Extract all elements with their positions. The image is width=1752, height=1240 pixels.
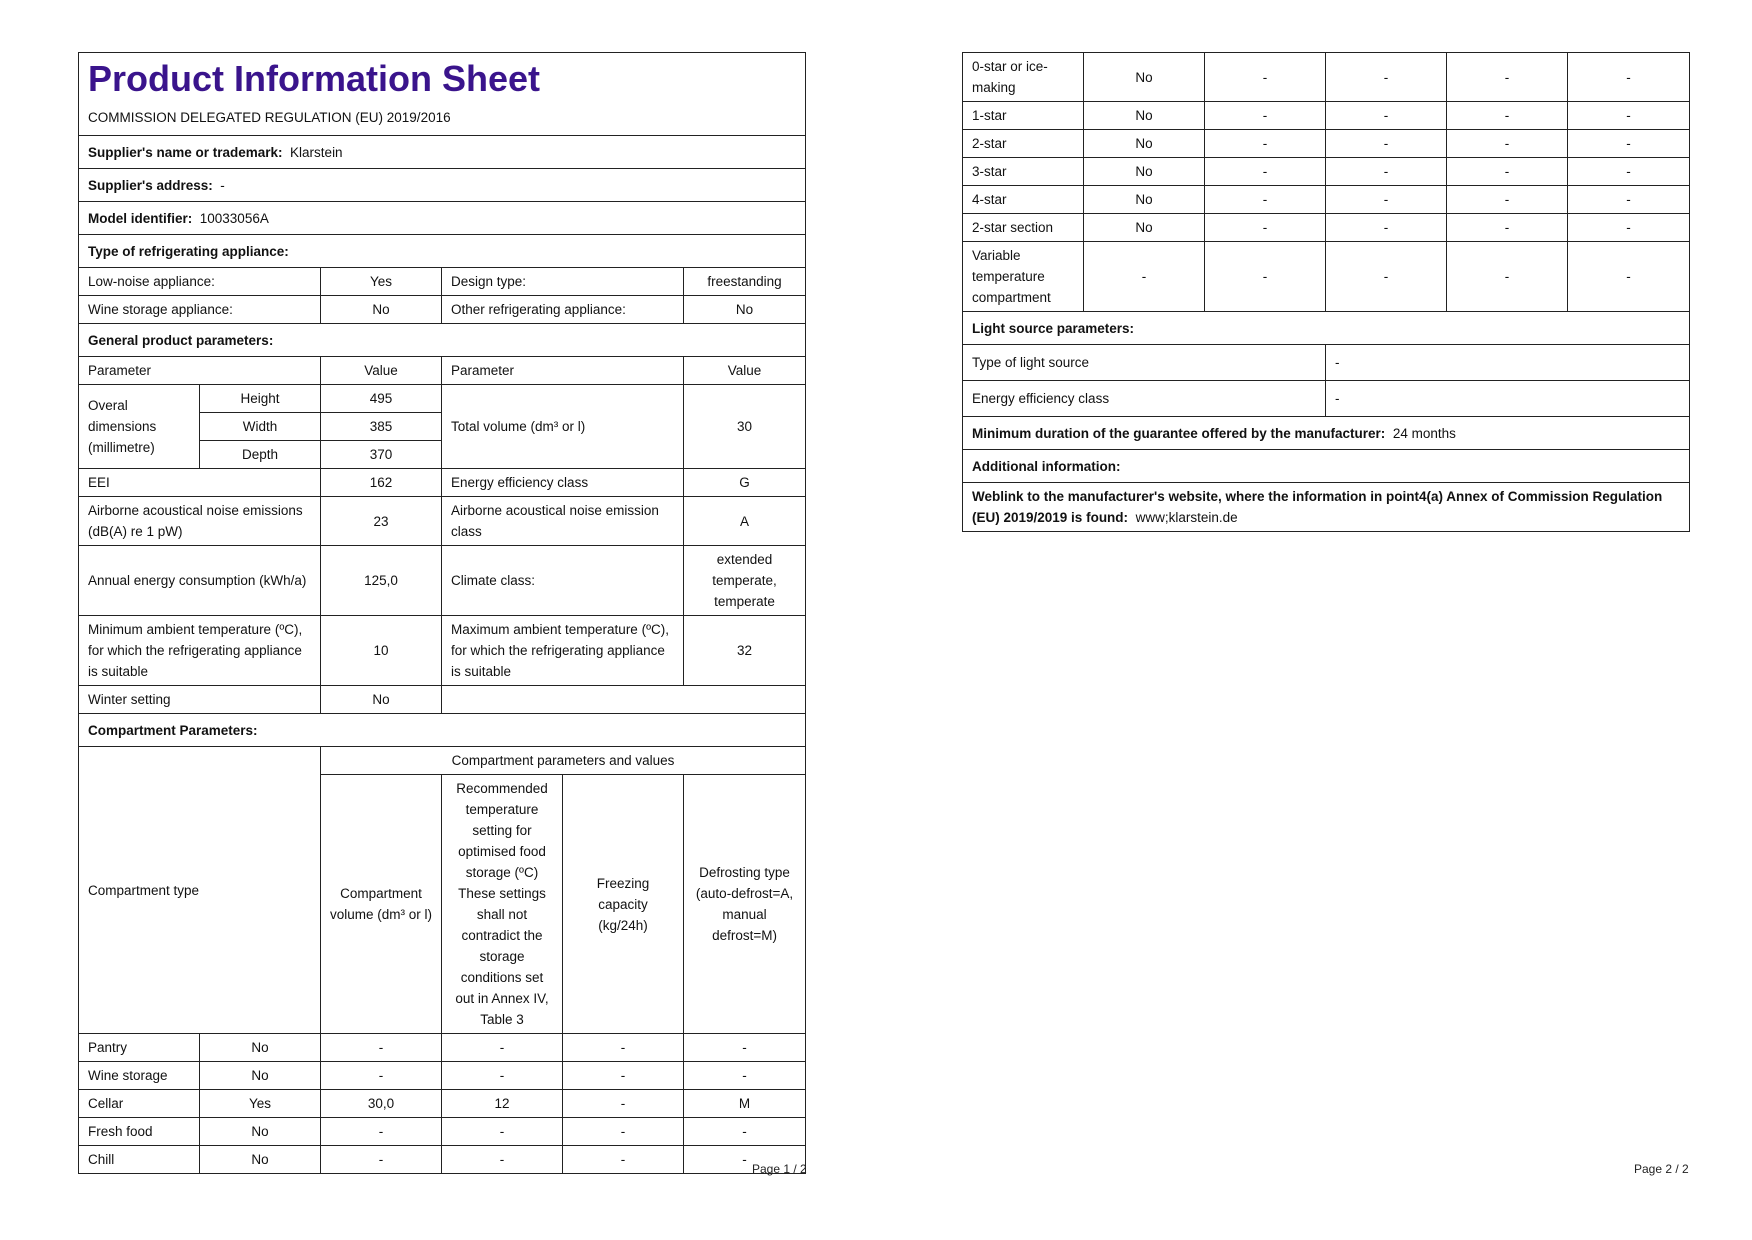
compartment-name: Cellar: [79, 1090, 200, 1118]
compartment-present: No: [200, 1146, 321, 1174]
table-row: [963, 53, 1690, 102]
weblink-value: www;klarstein.de: [1135, 510, 1238, 525]
total-volume-value: 30: [684, 385, 806, 469]
compartment-defrost: -: [1568, 242, 1690, 312]
compartment-present: -: [1084, 242, 1205, 312]
compartment-defrost: -: [1568, 158, 1690, 186]
compartment-freezing: -: [563, 1118, 684, 1146]
compartment-name: 4-star: [963, 186, 1084, 214]
compartment-temperature: -: [1326, 186, 1447, 214]
compartment-defrost: -: [684, 1146, 806, 1174]
supplier-name-label: Supplier's name or trademark:: [88, 144, 283, 160]
page-number: Page 1 / 2: [752, 1162, 807, 1176]
supplier-name-value: Klarstein: [290, 144, 343, 160]
parameter-header: Parameter: [442, 357, 684, 385]
compartment-volume: 30,0: [321, 1090, 442, 1118]
appliance-type-heading: Type of refrigerating appliance:: [79, 235, 806, 268]
model-identifier-value: 10033056A: [199, 210, 269, 226]
compartment-volume: -: [1205, 158, 1326, 186]
compartment-name: 0-star or ice-making: [963, 53, 1084, 102]
model-identifier-label: Model identifier:: [88, 210, 193, 226]
compartment-defrost: -: [684, 1062, 806, 1090]
compartment-present: No: [1084, 130, 1205, 158]
sheet-header-cell: [79, 53, 806, 136]
table-row: [79, 1118, 806, 1146]
design-type-value: freestanding: [684, 268, 806, 296]
compartment-name: 2-star: [963, 130, 1084, 158]
compartment-present: No: [200, 1062, 321, 1090]
regulation-reference: COMMISSION DELEGATED REGULATION (EU) 2019/2016: [88, 110, 451, 125]
total-volume-label: Total volume (dm³ or l): [442, 385, 684, 469]
compartment-temperature: -: [1326, 102, 1447, 130]
climate-class-label: Climate class:: [442, 546, 684, 616]
supplier-name-row: [79, 136, 806, 169]
compartment-freezing: -: [1447, 158, 1568, 186]
compartment-present: No: [200, 1034, 321, 1062]
eei-value: 162: [321, 469, 442, 497]
supplier-address-row: [79, 169, 806, 202]
width-value: 385: [321, 413, 442, 441]
compartment-freezing: -: [563, 1090, 684, 1118]
light-type-value: -: [1326, 345, 1690, 381]
wine-storage-value: No: [321, 296, 442, 324]
light-class-value: -: [1326, 381, 1690, 417]
compartment-freezing: -: [1447, 186, 1568, 214]
value-header: Value: [321, 357, 442, 385]
wine-storage-label: Wine storage appliance:: [79, 296, 321, 324]
table-row: [963, 242, 1690, 312]
general-parameters-heading: General product parameters:: [79, 324, 806, 357]
compartment-volume: -: [321, 1118, 442, 1146]
min-temperature-value: 10: [321, 616, 442, 686]
table-row: [963, 214, 1690, 242]
compartment-present: No: [1084, 102, 1205, 130]
light-class-label: Energy efficiency class: [963, 381, 1326, 417]
low-noise-value: Yes: [321, 268, 442, 296]
compartment-volume: -: [321, 1146, 442, 1174]
climate-class-value: extended temperate, temperate: [684, 546, 806, 616]
empty-cell: [442, 686, 806, 714]
compartment-defrost: -: [1568, 186, 1690, 214]
noise-emission-label: Airborne acoustical noise emissions (dB(A) re 1 pW): [79, 497, 321, 546]
compartment-defrost: -: [1568, 102, 1690, 130]
max-temperature-value: 32: [684, 616, 806, 686]
compartment-values-header: Compartment parameters and values: [321, 747, 806, 775]
low-noise-label: Low-noise appliance:: [79, 268, 321, 296]
compartment-freezing: -: [1447, 53, 1568, 102]
supplier-address-value: -: [220, 177, 225, 193]
compartment-present: No: [1084, 214, 1205, 242]
supplier-address-label: Supplier's address:: [88, 177, 213, 193]
page-title: Product Information Sheet: [88, 58, 541, 99]
table-row: [79, 1090, 806, 1118]
weblink-label: Weblink to the manufacturer's website, where the information in point4(a) Annex of Commission Regulation (EU) 2019/2019 is found:: [972, 489, 1663, 525]
compartment-present: No: [200, 1118, 321, 1146]
compartment-freezing: -: [563, 1034, 684, 1062]
dimensions-label: Overal dimensions (millimetre): [79, 385, 200, 469]
product-information-sheet-page-1: [78, 52, 806, 1174]
table-row: [963, 102, 1690, 130]
compartment-defrost: -: [684, 1118, 806, 1146]
compartment-name: 2-star section: [963, 214, 1084, 242]
compartment-present: No: [1084, 53, 1205, 102]
recommended-temperature-header: Recommended temperature setting for optimised food storage (ºC) These settings shall not contradict the storage conditions set out in Annex IV, Table 3: [442, 775, 563, 1034]
compartment-defrost: -: [1568, 53, 1690, 102]
compartment-name: Fresh food: [79, 1118, 200, 1146]
compartment-temperature: -: [442, 1146, 563, 1174]
energy-class-value: G: [684, 469, 806, 497]
compartment-volume-header: Compartment volume (dm³ or l): [321, 775, 442, 1034]
depth-value: 370: [321, 441, 442, 469]
compartment-temperature: -: [1326, 130, 1447, 158]
design-type-label: Design type:: [442, 268, 684, 296]
defrosting-type-header: Defrosting type (auto-defrost=A, manual defrost=M): [684, 775, 806, 1034]
compartment-temperature: -: [1326, 214, 1447, 242]
compartment-freezing: -: [1447, 214, 1568, 242]
other-appliance-value: No: [684, 296, 806, 324]
annual-consumption-label: Annual energy consumption (kWh/a): [79, 546, 321, 616]
compartment-type-header: Compartment type: [79, 747, 321, 1034]
eei-label: EEI: [79, 469, 321, 497]
page-number: Page 2 / 2: [1634, 1162, 1689, 1176]
compartment-defrost: M: [684, 1090, 806, 1118]
additional-information-heading: Additional information:: [963, 450, 1690, 483]
compartment-defrost: -: [1568, 130, 1690, 158]
compartment-volume: -: [1205, 214, 1326, 242]
compartment-name: Variable temperature compartment: [963, 242, 1084, 312]
light-type-label: Type of light source: [963, 345, 1326, 381]
compartment-parameters-heading: Compartment Parameters:: [79, 714, 806, 747]
table-row: [79, 1146, 806, 1174]
guarantee-label: Minimum duration of the guarantee offered by the manufacturer:: [972, 425, 1386, 441]
compartment-temperature: -: [442, 1118, 563, 1146]
compartment-freezing: -: [563, 1146, 684, 1174]
compartment-temperature: -: [1326, 158, 1447, 186]
guarantee-value: 24 months: [1392, 425, 1456, 441]
compartment-freezing: -: [1447, 102, 1568, 130]
compartment-volume: -: [321, 1062, 442, 1090]
compartment-freezing: -: [1447, 242, 1568, 312]
depth-label: Depth: [200, 441, 321, 469]
model-identifier-row: [79, 202, 806, 235]
height-label: Height: [200, 385, 321, 413]
energy-class-label: Energy efficiency class: [442, 469, 684, 497]
compartment-present: No: [1084, 158, 1205, 186]
compartment-temperature: -: [442, 1062, 563, 1090]
compartment-present: Yes: [200, 1090, 321, 1118]
product-information-sheet-page-2: [962, 52, 1690, 532]
min-temperature-label: Minimum ambient temperature (ºC), for which the refrigerating appliance is suitable: [79, 616, 321, 686]
compartment-volume: -: [1205, 102, 1326, 130]
compartment-name: Chill: [79, 1146, 200, 1174]
compartment-freezing: -: [1447, 130, 1568, 158]
table-row: [79, 1062, 806, 1090]
table-row: [79, 1034, 806, 1062]
compartment-name: Wine storage: [79, 1062, 200, 1090]
compartment-freezing: -: [563, 1062, 684, 1090]
noise-emission-value: 23: [321, 497, 442, 546]
compartment-volume: -: [1205, 130, 1326, 158]
table-row: [963, 186, 1690, 214]
parameter-header: Parameter: [79, 357, 321, 385]
compartment-name: Pantry: [79, 1034, 200, 1062]
table-row: [963, 158, 1690, 186]
compartment-volume: -: [1205, 186, 1326, 214]
compartment-defrost: -: [1568, 214, 1690, 242]
compartment-name: 3-star: [963, 158, 1084, 186]
freezing-capacity-header: Freezing capacity (kg/24h): [563, 775, 684, 1034]
noise-class-label: Airborne acoustical noise emission class: [442, 497, 684, 546]
compartment-defrost: -: [684, 1034, 806, 1062]
compartment-name: 1-star: [963, 102, 1084, 130]
table-row: [963, 130, 1690, 158]
light-source-heading: Light source parameters:: [963, 312, 1690, 345]
compartment-temperature: -: [1326, 53, 1447, 102]
annual-consumption-value: 125,0: [321, 546, 442, 616]
compartment-temperature: 12: [442, 1090, 563, 1118]
winter-setting-label: Winter setting: [79, 686, 321, 714]
guarantee-row: [963, 417, 1690, 450]
max-temperature-label: Maximum ambient temperature (ºC), for which the refrigerating appliance is suitable: [442, 616, 684, 686]
compartment-volume: -: [1205, 242, 1326, 312]
other-appliance-label: Other refrigerating appliance:: [442, 296, 684, 324]
compartment-temperature: -: [442, 1034, 563, 1062]
compartment-present: No: [1084, 186, 1205, 214]
value-header: Value: [684, 357, 806, 385]
winter-setting-value: No: [321, 686, 442, 714]
height-value: 495: [321, 385, 442, 413]
weblink-row: [963, 483, 1690, 532]
width-label: Width: [200, 413, 321, 441]
noise-class-value: A: [684, 497, 806, 546]
compartment-volume: -: [1205, 53, 1326, 102]
compartment-temperature: -: [1326, 242, 1447, 312]
compartment-volume: -: [321, 1034, 442, 1062]
